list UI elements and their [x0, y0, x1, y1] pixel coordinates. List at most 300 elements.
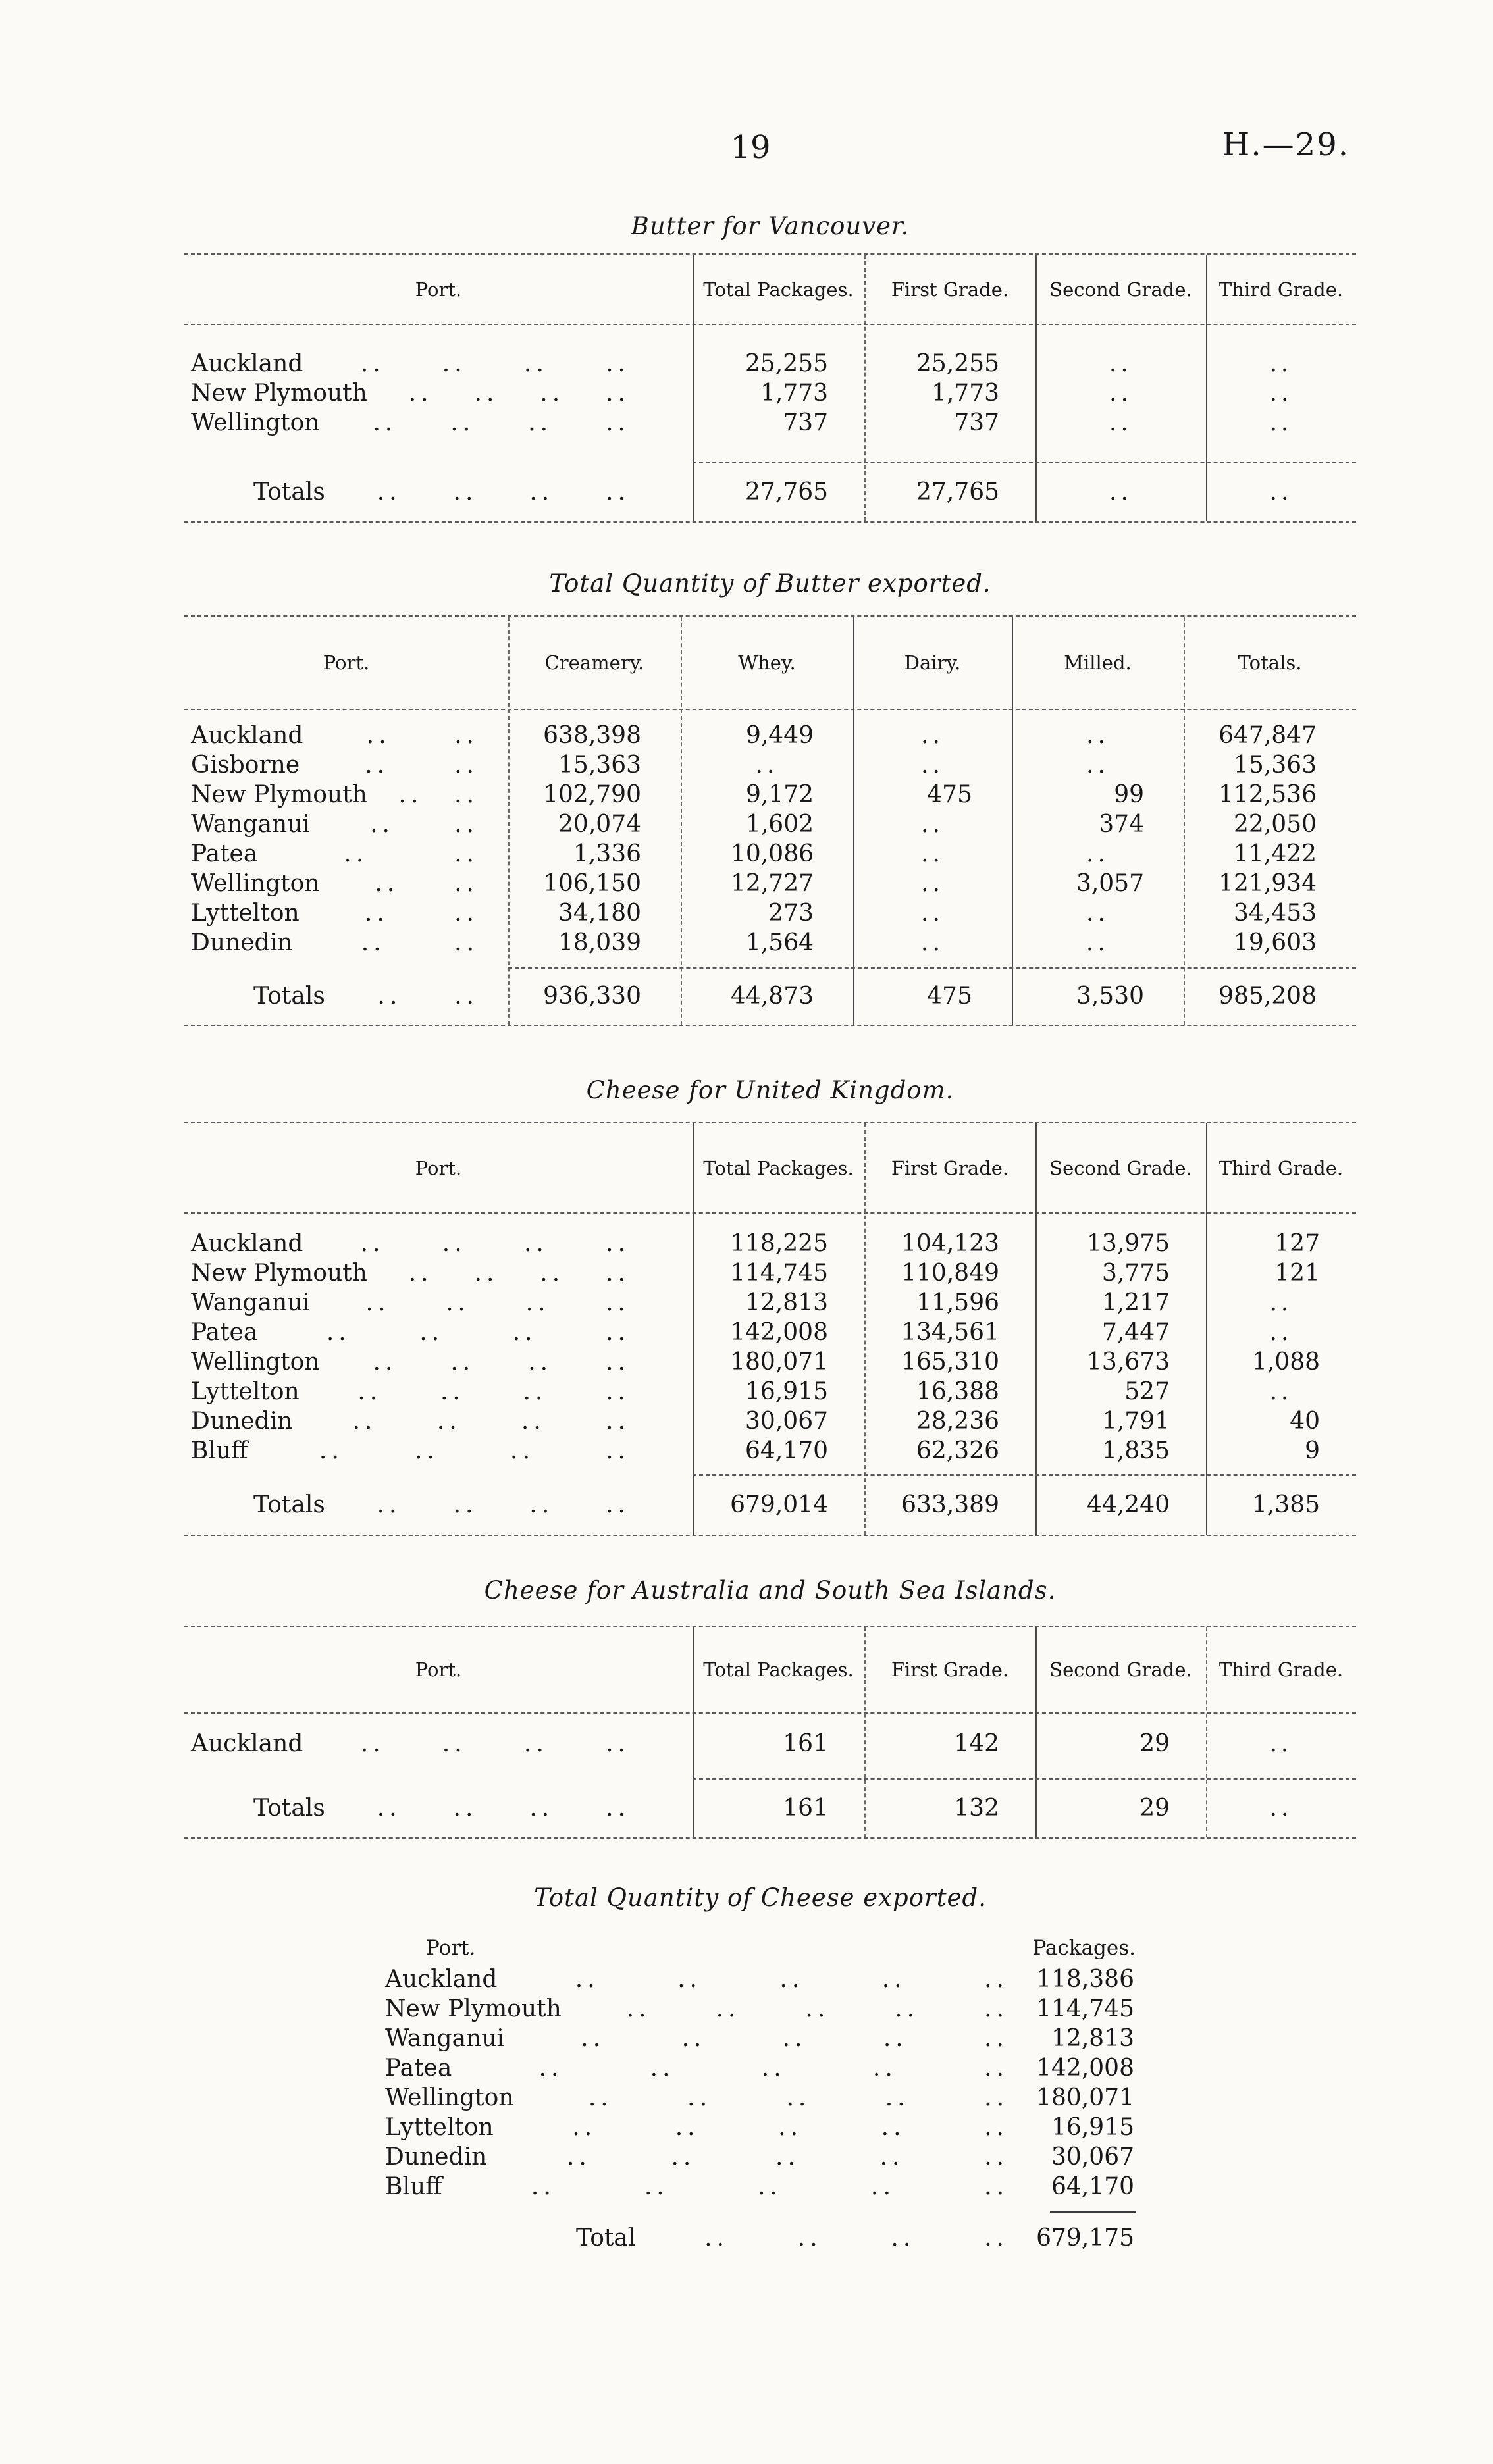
value-cell: 9,449	[745, 722, 814, 749]
port-cell	[184, 409, 693, 436]
leader-dots: ..	[984, 2084, 1008, 2111]
leader-dots: ..	[454, 929, 479, 956]
value-cell: 7,447	[1101, 1319, 1170, 1346]
port-name: Wanganui	[385, 2025, 504, 2052]
value-cell: 3,775	[1101, 1260, 1170, 1287]
totals-label: Totals	[253, 1491, 325, 1518]
value-cell: 40	[1290, 1408, 1320, 1435]
port-name: Wanganui	[191, 1289, 310, 1316]
leader-dots: ..	[606, 478, 630, 505]
leader-dots: ..	[454, 900, 479, 927]
port-name: Auckland	[191, 350, 303, 377]
empty-value-cell: ..	[921, 840, 944, 867]
value-cell: 118,386	[1036, 1966, 1134, 1993]
empty-value-cell: ..	[921, 752, 944, 779]
table-row	[385, 2113, 1136, 2142]
leader-dots: ..	[366, 722, 391, 749]
port-name: Lyttelton	[385, 2114, 494, 2141]
leader-dots: ..	[360, 1230, 385, 1257]
table-row	[184, 809, 1356, 839]
value-cell: 121	[1274, 1260, 1320, 1287]
port-name: Patea	[385, 2055, 452, 2082]
empty-value-cell: ..	[1269, 1378, 1293, 1405]
value-cell: 1,088	[1251, 1348, 1320, 1375]
leader-dots: ..	[606, 1437, 630, 1464]
leader-dots: ..	[344, 840, 369, 867]
port-name: New Plymouth	[191, 781, 367, 808]
leader-dots: ..	[606, 380, 630, 407]
leader-dots: ..	[588, 2084, 613, 2111]
leader-dots: ..	[375, 870, 400, 897]
leader-dots: ..	[778, 2114, 803, 2141]
table-header-row	[184, 1627, 1356, 1712]
table-row	[184, 839, 1356, 869]
leader-dots: ..	[523, 1378, 548, 1405]
totals-section	[184, 1778, 1356, 1837]
leader-dots: ..	[984, 1966, 1008, 1993]
page-number: 19	[730, 129, 771, 166]
leader-dots: ..	[881, 1966, 906, 1993]
leader-dots: ..	[885, 2084, 910, 2111]
value-cell: 20,074	[558, 811, 641, 838]
leader-dots: ..	[626, 1995, 651, 2022]
port-cell	[184, 900, 508, 927]
port-name: Auckland	[191, 1730, 303, 1757]
value-cell: 142,008	[1036, 2055, 1134, 2082]
leader-dots: ..	[984, 1995, 1008, 2022]
value-cell: 28,236	[916, 1408, 999, 1435]
value-cell: 110,849	[901, 1260, 999, 1287]
leader-dots: ..	[606, 1408, 630, 1435]
butter-exported-table	[184, 615, 1356, 1026]
port-name: Patea	[191, 840, 258, 867]
column-header: First Grade.	[891, 278, 1009, 301]
leader-dots: ..	[984, 2224, 1008, 2251]
value-cell: 15,363	[558, 752, 641, 779]
port-name: Bluff	[191, 1437, 248, 1464]
value-cell: 12,813	[745, 1289, 828, 1316]
empty-value-cell: ..	[1086, 752, 1109, 779]
leader-dots: ..	[984, 2055, 1008, 2082]
leader-dots: ..	[538, 2055, 563, 2082]
leader-dots: ..	[454, 811, 479, 838]
empty-value-cell: ..	[1269, 478, 1293, 505]
table-header-row	[184, 1123, 1356, 1212]
leader-dots: ..	[454, 983, 479, 1010]
leader-dots: ..	[531, 2173, 556, 2200]
leader-dots: ..	[528, 1348, 553, 1375]
port-cell	[184, 722, 508, 749]
value-cell: 134,561	[901, 1319, 999, 1346]
empty-value-cell: ..	[1109, 478, 1132, 505]
column-header: Port.	[426, 1936, 476, 1960]
leader-dots: ..	[436, 1408, 461, 1435]
value-cell: 737	[954, 409, 999, 436]
port-cell	[184, 380, 693, 407]
value-cell: 127	[1274, 1230, 1320, 1257]
value-cell: 985,208	[1218, 983, 1317, 1010]
value-cell: 679,014	[730, 1491, 828, 1518]
leader-dots: ..	[883, 2025, 908, 2052]
value-cell: 15,363	[1234, 752, 1317, 779]
leader-dots: ..	[377, 478, 402, 505]
leader-dots: ..	[606, 1378, 630, 1405]
leader-dots: ..	[984, 2025, 1008, 2052]
table-row	[184, 349, 1356, 378]
value-cell: 29	[1139, 1794, 1170, 1822]
value-cell: 13,673	[1087, 1348, 1170, 1375]
table-row	[385, 1994, 1136, 2024]
leader-dots: ..	[523, 1230, 548, 1257]
column-header: Port.	[323, 652, 370, 674]
value-cell: 475	[927, 781, 972, 808]
cheese-australia-table	[184, 1626, 1356, 1839]
table-row	[184, 780, 1356, 809]
leader-dots: ..	[373, 409, 398, 436]
leader-dots: ..	[454, 752, 479, 779]
cheese-exported-table	[385, 1932, 1136, 2271]
leader-dots: ..	[879, 2143, 904, 2170]
value-cell: 34,180	[558, 900, 641, 927]
column-header: Second Grade.	[1049, 278, 1192, 301]
column-header: Port.	[415, 1658, 462, 1681]
value-cell: 1,336	[573, 840, 641, 867]
empty-value-cell: ..	[1086, 929, 1109, 956]
value-cell: 273	[768, 900, 814, 927]
leader-dots: ..	[523, 350, 548, 377]
totals-label-cell	[184, 983, 508, 1010]
leader-dots: ..	[675, 2114, 700, 2141]
port-cell	[184, 811, 508, 838]
port-name: Wellington	[191, 409, 320, 436]
value-cell: 1,791	[1101, 1408, 1170, 1435]
totals-row	[184, 1778, 1356, 1837]
table-row	[184, 1406, 1356, 1436]
column-header: Total Packages.	[703, 1156, 854, 1179]
totals-row	[184, 967, 1356, 1025]
value-cell: 18,039	[558, 929, 641, 956]
value-cell: 1,835	[1101, 1437, 1170, 1464]
totals-section	[184, 967, 1356, 1025]
value-cell: 114,745	[1036, 1995, 1134, 2022]
table-row	[184, 869, 1356, 898]
port-name: Dunedin	[191, 929, 293, 956]
table-row	[385, 2172, 1136, 2201]
table-row	[184, 1436, 1356, 1466]
column-header: Milled.	[1064, 652, 1132, 674]
leader-dots: ..	[377, 1794, 402, 1822]
value-cell: 19,603	[1234, 929, 1317, 956]
totals-label: Totals	[253, 983, 325, 1010]
column-header: First Grade.	[891, 1156, 1009, 1179]
port-cell	[385, 2055, 1027, 2082]
leader-dots: ..	[606, 1319, 630, 1346]
empty-value-cell: ..	[921, 900, 944, 927]
value-cell: 1,773	[931, 380, 999, 407]
totals-label: Totals	[253, 1794, 325, 1822]
totals-section	[184, 462, 1356, 521]
value-cell: 638,398	[543, 722, 641, 749]
table-title-cheese-exported: Total Quantity of Cheese exported.	[534, 1884, 987, 1912]
leader-dots: ..	[357, 1378, 382, 1405]
port-name: Lyttelton	[191, 1378, 300, 1405]
leader-dots: ..	[606, 1289, 630, 1316]
value-cell: 62,326	[916, 1437, 999, 1464]
leader-dots: ..	[757, 2173, 782, 2200]
value-cell: 64,170	[745, 1437, 828, 1464]
port-name: Auckland	[191, 1230, 303, 1257]
value-cell: 121,934	[1218, 870, 1317, 897]
empty-value-cell: ..	[1269, 409, 1293, 436]
leader-dots: ..	[529, 1491, 554, 1518]
leader-dots: ..	[650, 2055, 675, 2082]
leader-dots: ..	[566, 2143, 591, 2170]
empty-value-cell: ..	[921, 722, 944, 749]
table-row	[184, 898, 1356, 928]
value-cell: 44,873	[731, 983, 814, 1010]
port-name: Wellington	[191, 1348, 320, 1375]
column-header: Total Packages.	[703, 1658, 854, 1681]
value-cell: 118,225	[730, 1230, 828, 1257]
leader-dots: ..	[419, 1319, 444, 1346]
totals-label-cell	[385, 2224, 1027, 2251]
leader-dots: ..	[446, 1289, 470, 1316]
table-row	[385, 1964, 1136, 1994]
value-cell: 64,170	[1051, 2173, 1134, 2200]
table-body	[385, 1964, 1136, 2201]
table-title-butter-exported: Total Quantity of Butter exported.	[549, 569, 991, 598]
port-name: Bluff	[385, 2173, 442, 2200]
leader-dots: ..	[671, 2143, 696, 2170]
column-header: Dairy.	[904, 652, 961, 674]
leader-dots: ..	[677, 1966, 702, 1993]
table-title-butter-vancouver: Butter for Vancouver.	[631, 212, 910, 240]
leader-dots: ..	[984, 2143, 1008, 2170]
table-row	[385, 2142, 1136, 2172]
port-cell	[184, 752, 508, 779]
port-cell	[385, 2025, 1027, 2052]
table-row	[184, 750, 1356, 780]
leader-dots: ..	[408, 1260, 433, 1287]
value-cell: 11,596	[916, 1289, 999, 1316]
leader-dots: ..	[606, 1491, 630, 1518]
leader-dots: ..	[364, 900, 389, 927]
value-cell: 165,310	[901, 1348, 999, 1375]
leader-dots: ..	[872, 2055, 897, 2082]
column-header: Totals.	[1238, 652, 1302, 674]
value-cell: 374	[1099, 811, 1144, 838]
leader-dots: ..	[360, 350, 385, 377]
port-cell	[184, 1289, 693, 1316]
leader-dots: ..	[360, 1730, 385, 1757]
cheese-uk-table	[184, 1122, 1356, 1536]
empty-value-cell: ..	[921, 870, 944, 897]
leader-dots: ..	[687, 2084, 712, 2111]
value-cell: 22,050	[1234, 811, 1317, 838]
leader-dots: ..	[581, 2025, 606, 2052]
value-cell: 16,915	[745, 1378, 828, 1405]
table-row	[184, 1347, 1356, 1377]
leader-dots: ..	[871, 2173, 895, 2200]
empty-value-cell: ..	[1269, 1794, 1293, 1822]
port-name: Dunedin	[385, 2143, 487, 2170]
leader-dots: ..	[681, 2025, 706, 2052]
leader-dots: ..	[606, 1230, 630, 1257]
port-cell	[385, 1995, 1027, 2022]
leader-dots: ..	[326, 1319, 351, 1346]
port-cell	[385, 2143, 1027, 2170]
value-cell: 161	[783, 1794, 828, 1822]
value-cell: 142,008	[730, 1319, 828, 1346]
value-cell: 10,086	[731, 840, 814, 867]
port-cell	[184, 781, 508, 808]
port-name: New Plymouth	[191, 380, 367, 407]
totals-row	[184, 1474, 1356, 1535]
empty-value-cell: ..	[1269, 1319, 1293, 1346]
leader-dots: ..	[453, 1794, 478, 1822]
port-cell	[385, 1966, 1027, 1993]
leader-dots: ..	[716, 1995, 741, 2022]
port-name: New Plymouth	[191, 1260, 367, 1287]
port-cell	[385, 2084, 1027, 2111]
totals-section	[184, 1474, 1356, 1535]
leader-dots: ..	[408, 380, 433, 407]
leader-dots: ..	[895, 1995, 920, 2022]
table-row	[184, 378, 1356, 408]
value-cell: 1,773	[760, 380, 828, 407]
leader-dots: ..	[361, 929, 386, 956]
leader-dots: ..	[525, 1289, 550, 1316]
value-cell: 1,385	[1251, 1491, 1320, 1518]
value-cell: 25,255	[745, 350, 828, 377]
port-cell	[184, 1260, 693, 1287]
leader-dots: ..	[540, 1260, 565, 1287]
port-cell	[184, 1230, 693, 1257]
value-cell: 106,150	[543, 870, 641, 897]
table-row	[385, 2053, 1136, 2083]
leader-dots: ..	[786, 2084, 811, 2111]
port-cell	[184, 929, 508, 956]
leader-dots: ..	[319, 1437, 344, 1464]
leader-dots: ..	[540, 380, 565, 407]
empty-value-cell: ..	[1269, 1289, 1293, 1316]
value-cell: 104,123	[901, 1230, 999, 1257]
leader-dots: ..	[984, 2114, 1008, 2141]
value-cell: 180,071	[1036, 2084, 1134, 2111]
empty-value-cell: ..	[1109, 350, 1132, 377]
table-body	[184, 1212, 1356, 1466]
value-cell: 29	[1139, 1730, 1170, 1757]
empty-value-cell: ..	[1086, 840, 1109, 867]
value-cell: 16,388	[916, 1378, 999, 1405]
port-name: Auckland	[191, 722, 303, 749]
value-cell: 27,765	[916, 478, 999, 505]
port-name: Wellington	[191, 870, 320, 897]
table-row	[184, 1318, 1356, 1347]
leader-dots: ..	[891, 2224, 916, 2251]
column-header: Third Grade.	[1218, 278, 1344, 301]
port-name: Wellington	[385, 2084, 514, 2111]
leader-dots: ..	[775, 2143, 800, 2170]
table-body	[184, 709, 1356, 958]
table-title-cheese-australia: Cheese for Australia and South Sea Islands.	[484, 1576, 1057, 1604]
port-cell	[184, 840, 508, 867]
leader-dots: ..	[606, 1348, 630, 1375]
column-header: Packages.	[1032, 1936, 1136, 1960]
port-cell	[385, 2114, 1027, 2141]
leader-dots: ..	[474, 380, 499, 407]
leader-dots: ..	[370, 811, 394, 838]
column-header: Port.	[415, 1156, 462, 1179]
value-cell: 3,057	[1076, 870, 1144, 897]
column-header: Third Grade.	[1218, 1156, 1344, 1179]
leader-dots: ..	[523, 1730, 548, 1757]
leader-dots: ..	[414, 1437, 439, 1464]
table-row	[184, 1729, 1356, 1758]
leader-dots: ..	[442, 350, 467, 377]
column-header: Whey.	[738, 652, 796, 674]
value-cell: 13,975	[1087, 1230, 1170, 1257]
leader-dots: ..	[454, 722, 479, 749]
leader-dots: ..	[377, 983, 402, 1010]
leader-dots: ..	[575, 1966, 600, 1993]
empty-value-cell: ..	[1109, 409, 1132, 436]
totals-label-cell	[184, 1491, 693, 1518]
leader-dots: ..	[453, 1491, 478, 1518]
value-cell: 25,255	[916, 350, 999, 377]
value-cell: 27,765	[745, 478, 828, 505]
table-row	[184, 1288, 1356, 1318]
value-cell: 30,067	[745, 1408, 828, 1435]
table-row	[184, 1229, 1356, 1258]
value-cell: 161	[783, 1730, 828, 1757]
column-header: Third Grade.	[1218, 1658, 1344, 1681]
table-row	[184, 928, 1356, 958]
port-cell	[184, 1348, 693, 1375]
leader-dots: ..	[450, 1348, 475, 1375]
leader-dots: ..	[606, 1794, 630, 1822]
leader-dots: ..	[377, 1491, 402, 1518]
value-cell: 679,175	[1036, 2224, 1134, 2251]
totals-label: Totals	[253, 478, 325, 505]
value-cell: 1,602	[745, 811, 814, 838]
document-reference: H.—29.	[1222, 126, 1349, 163]
empty-value-cell: ..	[921, 811, 944, 838]
value-cell: 30,067	[1051, 2143, 1134, 2170]
leader-dots: ..	[365, 752, 390, 779]
value-cell: 132	[954, 1794, 999, 1822]
leader-dots: ..	[398, 781, 423, 808]
leader-dots: ..	[510, 1437, 535, 1464]
totals-label-cell	[184, 1795, 693, 1822]
port-cell	[184, 1437, 693, 1464]
port-cell	[184, 1730, 693, 1757]
leader-dots: ..	[704, 2224, 729, 2251]
leader-dots: ..	[606, 1730, 630, 1757]
empty-value-cell: ..	[921, 929, 944, 956]
port-cell	[184, 870, 508, 897]
value-cell: 142	[954, 1730, 999, 1757]
leader-dots: ..	[440, 1378, 465, 1405]
port-name: Gisborne	[191, 752, 300, 779]
table-body	[184, 1712, 1356, 1758]
table-row	[184, 721, 1356, 750]
value-cell: 12,813	[1051, 2025, 1134, 2052]
leader-dots: ..	[454, 870, 479, 897]
port-cell	[184, 1319, 693, 1346]
table-row	[184, 1377, 1356, 1406]
leader-dots: ..	[805, 1995, 830, 2022]
